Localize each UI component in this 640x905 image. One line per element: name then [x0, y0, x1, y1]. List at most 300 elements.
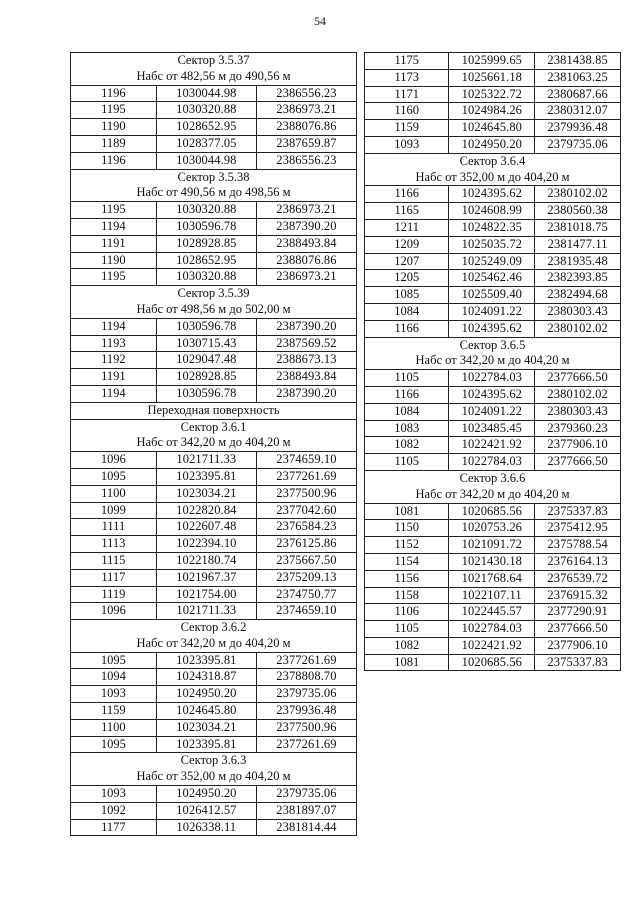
table-row — [365, 454, 621, 471]
point-number-cell: 1195 — [71, 102, 157, 119]
x-coordinate-cell: 1022607.48 — [156, 519, 256, 536]
y-coordinate-cell: 2378808.70 — [256, 669, 356, 686]
table-row — [365, 53, 621, 70]
y-coordinate-cell: 2382494.68 — [535, 287, 621, 304]
point-number-cell: 1084 — [365, 303, 449, 320]
y-coordinate-cell: 2376915.32 — [535, 587, 621, 604]
table-row — [365, 303, 621, 320]
left-coordinates-table — [70, 52, 357, 836]
x-coordinate-cell: 1022107.11 — [449, 587, 535, 604]
table-row — [365, 86, 621, 103]
x-coordinate-cell: 1025661.18 — [449, 69, 535, 86]
x-coordinate-cell: 1022421.92 — [449, 637, 535, 654]
point-number-cell: 1152 — [365, 537, 449, 554]
table-row — [365, 420, 621, 437]
point-number-cell: 1209 — [365, 236, 449, 253]
point-number-cell: 1100 — [71, 719, 157, 736]
point-number-cell: 1111 — [71, 519, 157, 536]
y-coordinate-cell: 2379936.48 — [535, 120, 621, 137]
table-row — [365, 270, 621, 287]
y-coordinate-cell: 2377261.69 — [256, 468, 356, 485]
point-number-cell: 1150 — [365, 520, 449, 537]
sector-title-row — [71, 753, 357, 769]
sector-height-row — [71, 302, 357, 318]
table-row — [71, 536, 357, 553]
x-coordinate-cell: 1025462.46 — [449, 270, 535, 287]
point-number-cell: 1117 — [71, 569, 157, 586]
y-coordinate-cell: 2386556.23 — [256, 152, 356, 169]
x-coordinate-cell: 1023485.45 — [449, 420, 535, 437]
sector-height-range: Набс от 352,00 м до 404,20 м — [71, 769, 357, 785]
x-coordinate-cell: 1028928.85 — [156, 235, 256, 252]
table-row — [365, 537, 621, 554]
y-coordinate-cell: 2380687.66 — [535, 86, 621, 103]
table-row — [365, 403, 621, 420]
table-row — [71, 318, 357, 335]
point-number-cell: 1094 — [71, 669, 157, 686]
x-coordinate-cell: 1025035.72 — [449, 236, 535, 253]
x-coordinate-cell: 1021967.37 — [156, 569, 256, 586]
point-number-cell: 1095 — [71, 652, 157, 669]
sector-height-range: Набс от 342,20 м до 404,20 м — [365, 353, 621, 369]
sector-title: Сектор 3.6.5 — [365, 337, 621, 353]
transition-surface-heading: Переходная поверхность — [71, 402, 357, 419]
point-number-cell: 1115 — [71, 552, 157, 569]
x-coordinate-cell: 1029047.48 — [156, 352, 256, 369]
table-row — [71, 519, 357, 536]
x-coordinate-cell: 1021711.33 — [156, 603, 256, 620]
x-coordinate-cell: 1030044.98 — [156, 152, 256, 169]
sector-height-range: Набс от 490,56 м до 498,56 м — [71, 185, 357, 201]
y-coordinate-cell: 2380102.02 — [535, 386, 621, 403]
y-coordinate-cell: 2377666.50 — [535, 370, 621, 387]
table-row — [365, 236, 621, 253]
y-coordinate-cell: 2375209.13 — [256, 569, 356, 586]
x-coordinate-cell: 1022421.92 — [449, 437, 535, 454]
point-number-cell: 1191 — [71, 369, 157, 386]
point-number-cell: 1194 — [71, 385, 157, 402]
sector-title-row — [71, 620, 357, 636]
y-coordinate-cell: 2377042.60 — [256, 502, 356, 519]
y-coordinate-cell: 2374659.10 — [256, 452, 356, 469]
table-row — [71, 252, 357, 269]
x-coordinate-cell: 1026412.57 — [156, 802, 256, 819]
point-number-cell: 1177 — [71, 819, 157, 836]
point-number-cell: 1190 — [71, 252, 157, 269]
point-number-cell: 1081 — [365, 654, 449, 671]
y-coordinate-cell: 2374750.77 — [256, 586, 356, 603]
right-column — [364, 52, 621, 671]
y-coordinate-cell: 2379735.06 — [256, 686, 356, 703]
point-number-cell: 1194 — [71, 218, 157, 235]
table-row — [71, 235, 357, 252]
y-coordinate-cell: 2382393.85 — [535, 270, 621, 287]
y-coordinate-cell: 2379360.23 — [535, 420, 621, 437]
sector-height-row — [71, 69, 357, 85]
sector-title: Сектор 3.6.6 — [365, 470, 621, 486]
sector-height-row — [71, 435, 357, 451]
table-row — [365, 503, 621, 520]
x-coordinate-cell: 1024950.20 — [156, 686, 256, 703]
x-coordinate-cell: 1024091.22 — [449, 303, 535, 320]
point-number-cell: 1105 — [365, 454, 449, 471]
x-coordinate-cell: 1023395.81 — [156, 736, 256, 753]
point-number-cell: 1092 — [71, 802, 157, 819]
y-coordinate-cell: 2381063.25 — [535, 69, 621, 86]
y-coordinate-cell: 2377500.96 — [256, 485, 356, 502]
point-number-cell: 1195 — [71, 269, 157, 286]
point-number-cell: 1195 — [71, 202, 157, 219]
point-number-cell: 1105 — [365, 621, 449, 638]
point-number-cell: 1096 — [71, 603, 157, 620]
x-coordinate-cell: 1022784.03 — [449, 370, 535, 387]
sector-height-range: Набс от 482,56 м до 490,56 м — [71, 69, 357, 85]
y-coordinate-cell: 2381897.07 — [256, 802, 356, 819]
point-number-cell: 1173 — [365, 69, 449, 86]
sector-height-range: Набс от 352,00 м до 404,20 м — [365, 170, 621, 186]
x-coordinate-cell: 1028652.95 — [156, 119, 256, 136]
y-coordinate-cell: 2381814.44 — [256, 819, 356, 836]
y-coordinate-cell: 2379735.06 — [535, 136, 621, 153]
table-row — [71, 385, 357, 402]
y-coordinate-cell: 2374659.10 — [256, 603, 356, 620]
table-row — [365, 637, 621, 654]
sector-title: Сектор 3.6.2 — [71, 620, 357, 636]
table-row — [365, 69, 621, 86]
table-row — [71, 652, 357, 669]
table-row — [71, 102, 357, 119]
point-number-cell: 1166 — [365, 320, 449, 337]
y-coordinate-cell: 2386556.23 — [256, 85, 356, 102]
table-row — [71, 686, 357, 703]
y-coordinate-cell: 2387569.52 — [256, 335, 356, 352]
sector-title: Сектор 3.5.38 — [71, 169, 357, 185]
table-row — [365, 621, 621, 638]
point-number-cell: 1093 — [71, 686, 157, 703]
x-coordinate-cell: 1024318.87 — [156, 669, 256, 686]
x-coordinate-cell: 1028928.85 — [156, 369, 256, 386]
y-coordinate-cell: 2377290.91 — [535, 604, 621, 621]
x-coordinate-cell: 1020753.26 — [449, 520, 535, 537]
table-row — [71, 552, 357, 569]
y-coordinate-cell: 2381935.48 — [535, 253, 621, 270]
table-row — [365, 186, 621, 203]
x-coordinate-cell: 1024950.20 — [156, 786, 256, 803]
table-row — [71, 468, 357, 485]
table-row — [365, 553, 621, 570]
point-number-cell: 1096 — [71, 452, 157, 469]
y-coordinate-cell: 2377666.50 — [535, 454, 621, 471]
y-coordinate-cell: 2375337.83 — [535, 503, 621, 520]
y-coordinate-cell: 2376164.13 — [535, 553, 621, 570]
y-coordinate-cell: 2380303.43 — [535, 403, 621, 420]
x-coordinate-cell: 1020685.56 — [449, 654, 535, 671]
sector-height-row — [365, 353, 621, 369]
point-number-cell: 1093 — [365, 136, 449, 153]
point-number-cell: 1106 — [365, 604, 449, 621]
table-row — [365, 320, 621, 337]
x-coordinate-cell: 1021768.64 — [449, 570, 535, 587]
point-number-cell: 1095 — [71, 468, 157, 485]
x-coordinate-cell: 1024822.35 — [449, 219, 535, 236]
x-coordinate-cell: 1024395.62 — [449, 186, 535, 203]
x-coordinate-cell: 1030596.78 — [156, 218, 256, 235]
y-coordinate-cell: 2377666.50 — [535, 621, 621, 638]
point-number-cell: 1171 — [365, 86, 449, 103]
table-row — [71, 502, 357, 519]
y-coordinate-cell: 2375788.54 — [535, 537, 621, 554]
sector-height-row — [71, 769, 357, 785]
x-coordinate-cell: 1023395.81 — [156, 468, 256, 485]
x-coordinate-cell: 1030715.43 — [156, 335, 256, 352]
point-number-cell: 1165 — [365, 203, 449, 220]
y-coordinate-cell: 2375667.50 — [256, 552, 356, 569]
point-number-cell: 1192 — [71, 352, 157, 369]
x-coordinate-cell: 1021430.18 — [449, 553, 535, 570]
table-row — [71, 119, 357, 136]
point-number-cell: 1083 — [365, 420, 449, 437]
table-row — [365, 570, 621, 587]
x-coordinate-cell: 1021711.33 — [156, 452, 256, 469]
point-number-cell: 1113 — [71, 536, 157, 553]
sector-title-row — [71, 53, 357, 69]
table-row — [71, 736, 357, 753]
x-coordinate-cell: 1022784.03 — [449, 454, 535, 471]
point-number-cell: 1082 — [365, 637, 449, 654]
x-coordinate-cell: 1021754.00 — [156, 586, 256, 603]
sector-title-row — [365, 470, 621, 486]
point-number-cell: 1105 — [365, 370, 449, 387]
sector-height-range: Набс от 342,20 м до 404,20 м — [71, 435, 357, 451]
table-row — [71, 352, 357, 369]
table-row — [365, 520, 621, 537]
point-number-cell: 1191 — [71, 235, 157, 252]
x-coordinate-cell: 1023034.21 — [156, 719, 256, 736]
sector-title-row — [71, 169, 357, 185]
x-coordinate-cell: 1030320.88 — [156, 102, 256, 119]
point-number-cell: 1207 — [365, 253, 449, 270]
sector-title-row — [365, 153, 621, 169]
table-row — [71, 786, 357, 803]
sector-title-row — [71, 419, 357, 435]
point-number-cell: 1196 — [71, 152, 157, 169]
sector-height-row — [71, 636, 357, 652]
sector-title: Сектор 3.6.3 — [71, 753, 357, 769]
point-number-cell: 1194 — [71, 318, 157, 335]
left-column — [70, 52, 357, 836]
x-coordinate-cell: 1022820.84 — [156, 502, 256, 519]
table-row — [71, 202, 357, 219]
table-row — [71, 152, 357, 169]
point-number-cell: 1160 — [365, 103, 449, 120]
x-coordinate-cell: 1030320.88 — [156, 269, 256, 286]
y-coordinate-cell: 2379735.06 — [256, 786, 356, 803]
y-coordinate-cell: 2380102.02 — [535, 320, 621, 337]
point-number-cell: 1159 — [365, 120, 449, 137]
y-coordinate-cell: 2388076.86 — [256, 119, 356, 136]
table-row — [71, 452, 357, 469]
y-coordinate-cell: 2388493.84 — [256, 369, 356, 386]
table-row — [71, 569, 357, 586]
x-coordinate-cell: 1028652.95 — [156, 252, 256, 269]
y-coordinate-cell: 2381018.75 — [535, 219, 621, 236]
sector-title-row — [365, 337, 621, 353]
x-coordinate-cell: 1024950.20 — [449, 136, 535, 153]
sector-title: Сектор 3.5.37 — [71, 53, 357, 69]
table-row — [365, 103, 621, 120]
y-coordinate-cell: 2386973.21 — [256, 102, 356, 119]
point-number-cell: 1193 — [71, 335, 157, 352]
sector-title: Сектор 3.6.4 — [365, 153, 621, 169]
y-coordinate-cell: 2381438.85 — [535, 53, 621, 70]
point-number-cell: 1082 — [365, 437, 449, 454]
sector-height-range: Набс от 342,20 м до 404,20 м — [71, 636, 357, 652]
x-coordinate-cell: 1022180.74 — [156, 552, 256, 569]
point-number-cell: 1166 — [365, 186, 449, 203]
x-coordinate-cell: 1024395.62 — [449, 320, 535, 337]
table-row — [71, 369, 357, 386]
y-coordinate-cell: 2377906.10 — [535, 437, 621, 454]
table-row — [71, 603, 357, 620]
point-number-cell: 1081 — [365, 503, 449, 520]
right-coordinates-table — [364, 52, 621, 671]
x-coordinate-cell: 1030596.78 — [156, 385, 256, 402]
point-number-cell: 1190 — [71, 119, 157, 136]
y-coordinate-cell: 2387659.87 — [256, 135, 356, 152]
x-coordinate-cell: 1024645.80 — [156, 703, 256, 720]
table-row — [365, 654, 621, 671]
y-coordinate-cell: 2376539.72 — [535, 570, 621, 587]
sector-height-range: Набс от 342,20 м до 404,20 м — [365, 487, 621, 503]
table-row — [365, 203, 621, 220]
y-coordinate-cell: 2387390.20 — [256, 218, 356, 235]
y-coordinate-cell: 2380560.38 — [535, 203, 621, 220]
point-number-cell: 1100 — [71, 485, 157, 502]
y-coordinate-cell: 2380102.02 — [535, 186, 621, 203]
x-coordinate-cell: 1022445.57 — [449, 604, 535, 621]
x-coordinate-cell: 1025322.72 — [449, 86, 535, 103]
table-row — [365, 386, 621, 403]
table-row — [365, 587, 621, 604]
x-coordinate-cell: 1023034.21 — [156, 485, 256, 502]
x-coordinate-cell: 1024645.80 — [449, 120, 535, 137]
x-coordinate-cell: 1023395.81 — [156, 652, 256, 669]
y-coordinate-cell: 2388493.84 — [256, 235, 356, 252]
y-coordinate-cell: 2388076.86 — [256, 252, 356, 269]
y-coordinate-cell: 2377906.10 — [535, 637, 621, 654]
point-number-cell: 1205 — [365, 270, 449, 287]
sector-height-range: Набс от 498,56 м до 502,00 м — [71, 302, 357, 318]
point-number-cell: 1158 — [365, 587, 449, 604]
y-coordinate-cell: 2375337.83 — [535, 654, 621, 671]
point-number-cell: 1175 — [365, 53, 449, 70]
table-row — [71, 669, 357, 686]
y-coordinate-cell: 2387390.20 — [256, 318, 356, 335]
sector-title: Сектор 3.6.1 — [71, 419, 357, 435]
point-number-cell: 1084 — [365, 403, 449, 420]
x-coordinate-cell: 1022394.10 — [156, 536, 256, 553]
x-coordinate-cell: 1025999.65 — [449, 53, 535, 70]
point-number-cell: 1095 — [71, 736, 157, 753]
table-row — [71, 802, 357, 819]
x-coordinate-cell: 1026338.11 — [156, 819, 256, 836]
table-row — [71, 703, 357, 720]
y-coordinate-cell: 2377261.69 — [256, 652, 356, 669]
y-coordinate-cell: 2386973.21 — [256, 269, 356, 286]
y-coordinate-cell: 2381477.11 — [535, 236, 621, 253]
sector-title: Сектор 3.5.39 — [71, 286, 357, 302]
x-coordinate-cell: 1025249.09 — [449, 253, 535, 270]
x-coordinate-cell: 1022784.03 — [449, 621, 535, 638]
x-coordinate-cell: 1021091.72 — [449, 537, 535, 554]
y-coordinate-cell: 2380312.07 — [535, 103, 621, 120]
table-row — [365, 370, 621, 387]
point-number-cell: 1156 — [365, 570, 449, 587]
x-coordinate-cell: 1030320.88 — [156, 202, 256, 219]
table-row — [365, 437, 621, 454]
point-number-cell: 1093 — [71, 786, 157, 803]
transition-surface-row — [71, 402, 357, 419]
table-row — [71, 586, 357, 603]
page-number: 54 — [314, 14, 326, 28]
table-row — [365, 120, 621, 137]
table-row — [71, 719, 357, 736]
point-number-cell: 1099 — [71, 502, 157, 519]
x-coordinate-cell: 1024984.26 — [449, 103, 535, 120]
point-number-cell: 1196 — [71, 85, 157, 102]
x-coordinate-cell: 1030596.78 — [156, 318, 256, 335]
table-row — [71, 335, 357, 352]
sector-title-row — [71, 286, 357, 302]
table-row — [71, 85, 357, 102]
x-coordinate-cell: 1024091.22 — [449, 403, 535, 420]
x-coordinate-cell: 1024395.62 — [449, 386, 535, 403]
y-coordinate-cell: 2376584.23 — [256, 519, 356, 536]
point-number-cell: 1166 — [365, 386, 449, 403]
table-row — [365, 219, 621, 236]
point-number-cell: 1159 — [71, 703, 157, 720]
x-coordinate-cell: 1020685.56 — [449, 503, 535, 520]
table-row — [365, 253, 621, 270]
y-coordinate-cell: 2375412.95 — [535, 520, 621, 537]
sector-height-row — [71, 185, 357, 201]
x-coordinate-cell: 1024608.99 — [449, 203, 535, 220]
sector-height-row — [365, 170, 621, 186]
table-row — [365, 136, 621, 153]
y-coordinate-cell: 2377500.96 — [256, 719, 356, 736]
table-row — [365, 604, 621, 621]
table-row — [71, 218, 357, 235]
table-row — [71, 485, 357, 502]
table-row — [71, 135, 357, 152]
x-coordinate-cell: 1030044.98 — [156, 85, 256, 102]
y-coordinate-cell: 2379936.48 — [256, 703, 356, 720]
y-coordinate-cell: 2377261.69 — [256, 736, 356, 753]
table-row — [71, 819, 357, 836]
x-coordinate-cell: 1025509.40 — [449, 287, 535, 304]
x-coordinate-cell: 1028377.05 — [156, 135, 256, 152]
point-number-cell: 1189 — [71, 135, 157, 152]
point-number-cell: 1119 — [71, 586, 157, 603]
y-coordinate-cell: 2376125.86 — [256, 536, 356, 553]
y-coordinate-cell: 2380303.43 — [535, 303, 621, 320]
y-coordinate-cell: 2386973.21 — [256, 202, 356, 219]
point-number-cell: 1154 — [365, 553, 449, 570]
table-row — [365, 287, 621, 304]
sector-height-row — [365, 487, 621, 503]
y-coordinate-cell: 2387390.20 — [256, 385, 356, 402]
point-number-cell: 1211 — [365, 219, 449, 236]
